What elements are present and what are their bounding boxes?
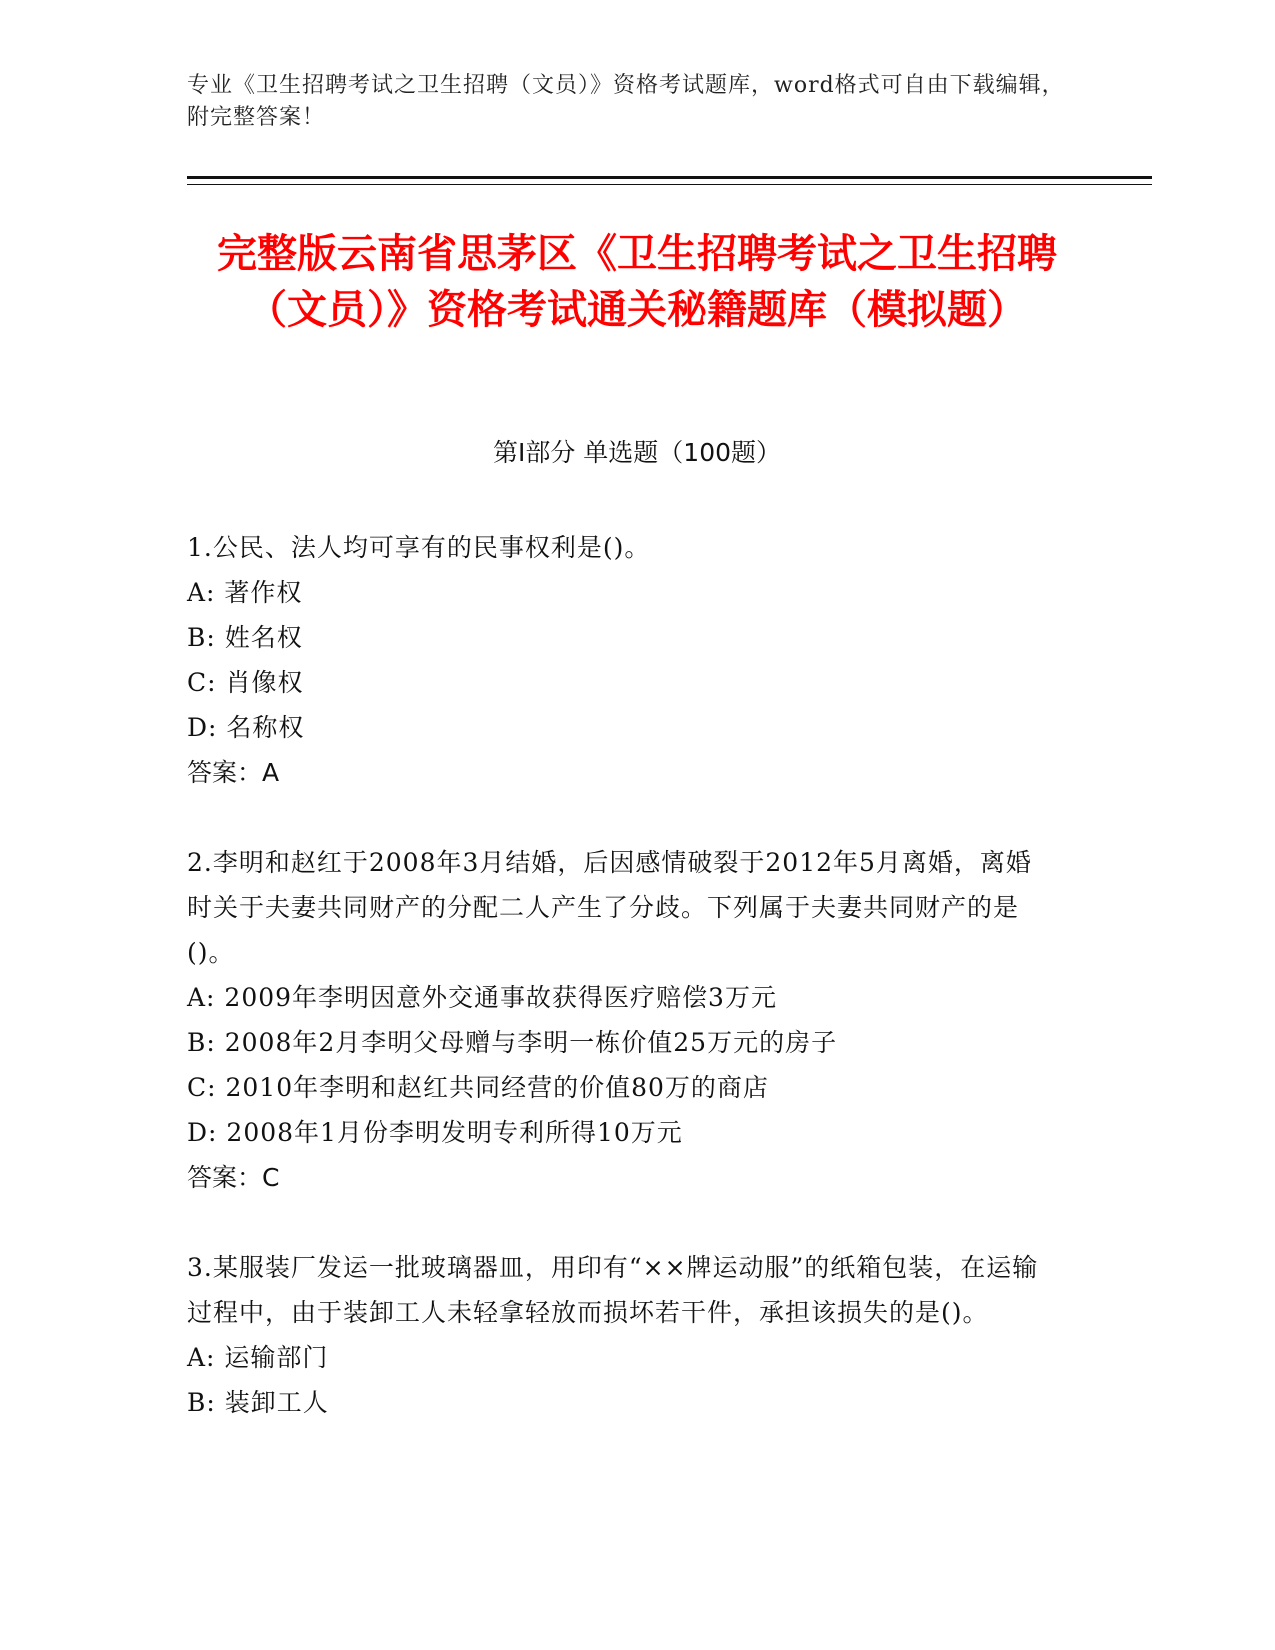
option-a: A: 2009年李明因意外交通事故获得医疗赔偿3万元	[187, 983, 777, 1012]
header-rule-thick	[187, 176, 1152, 179]
option-b: B: 姓名权	[187, 623, 303, 652]
document-title: 完整版云南省思茅区《卫生招聘考试之卫生招聘（文员）》资格考试通关秘籍题库（模拟题）	[217, 231, 1057, 333]
option-c: C: 肖像权	[187, 668, 304, 697]
question-text: 3.某服装厂发运一批玻璃器皿，用印有“××牌运动服”的纸箱包装，在运输过程中，由于装卸工人未轻拿轻放而损坏若干件，承担该损失的是()。	[187, 1253, 1039, 1327]
answer-line: 答案：A	[187, 758, 280, 787]
option-a: A: 著作权	[187, 578, 303, 607]
header-rule-thin	[187, 184, 1152, 185]
header-note: 专业《卫生招聘考试之卫生招聘（文员）》资格考试题库，word格式可自由下载编辑，附完整答案！	[187, 73, 1065, 130]
option-b: B: 装卸工人	[187, 1388, 329, 1417]
answer-line: 答案：C	[187, 1163, 280, 1192]
question-item	[187, 840, 1057, 1200]
option-d: D: 2008年1月份李明发明专利所得10万元	[187, 1118, 683, 1147]
option-d: D: 名称权	[187, 713, 305, 742]
question-text: 1.公民、法人均可享有的民事权利是()。	[187, 533, 651, 562]
option-a: A: 运输部门	[187, 1343, 329, 1372]
question-list	[187, 525, 1057, 1470]
question-item	[187, 1245, 1057, 1425]
option-c: C: 2010年李明和赵红共同经营的价值80万的商店	[187, 1073, 769, 1102]
section-heading: 第Ⅰ部分 单选题（100题）	[492, 438, 782, 467]
question-text: 2.李明和赵红于2008年3月结婚，后因感情破裂于2012年5月离婚，离婚时关于夫妻共同财产的分配二人产生了分歧。下列属于夫妻共同财产的是()。	[187, 848, 1032, 967]
question-item	[187, 525, 1057, 795]
option-b: B: 2008年2月李明父母赠与李明一栋价值25万元的房子	[187, 1028, 838, 1057]
